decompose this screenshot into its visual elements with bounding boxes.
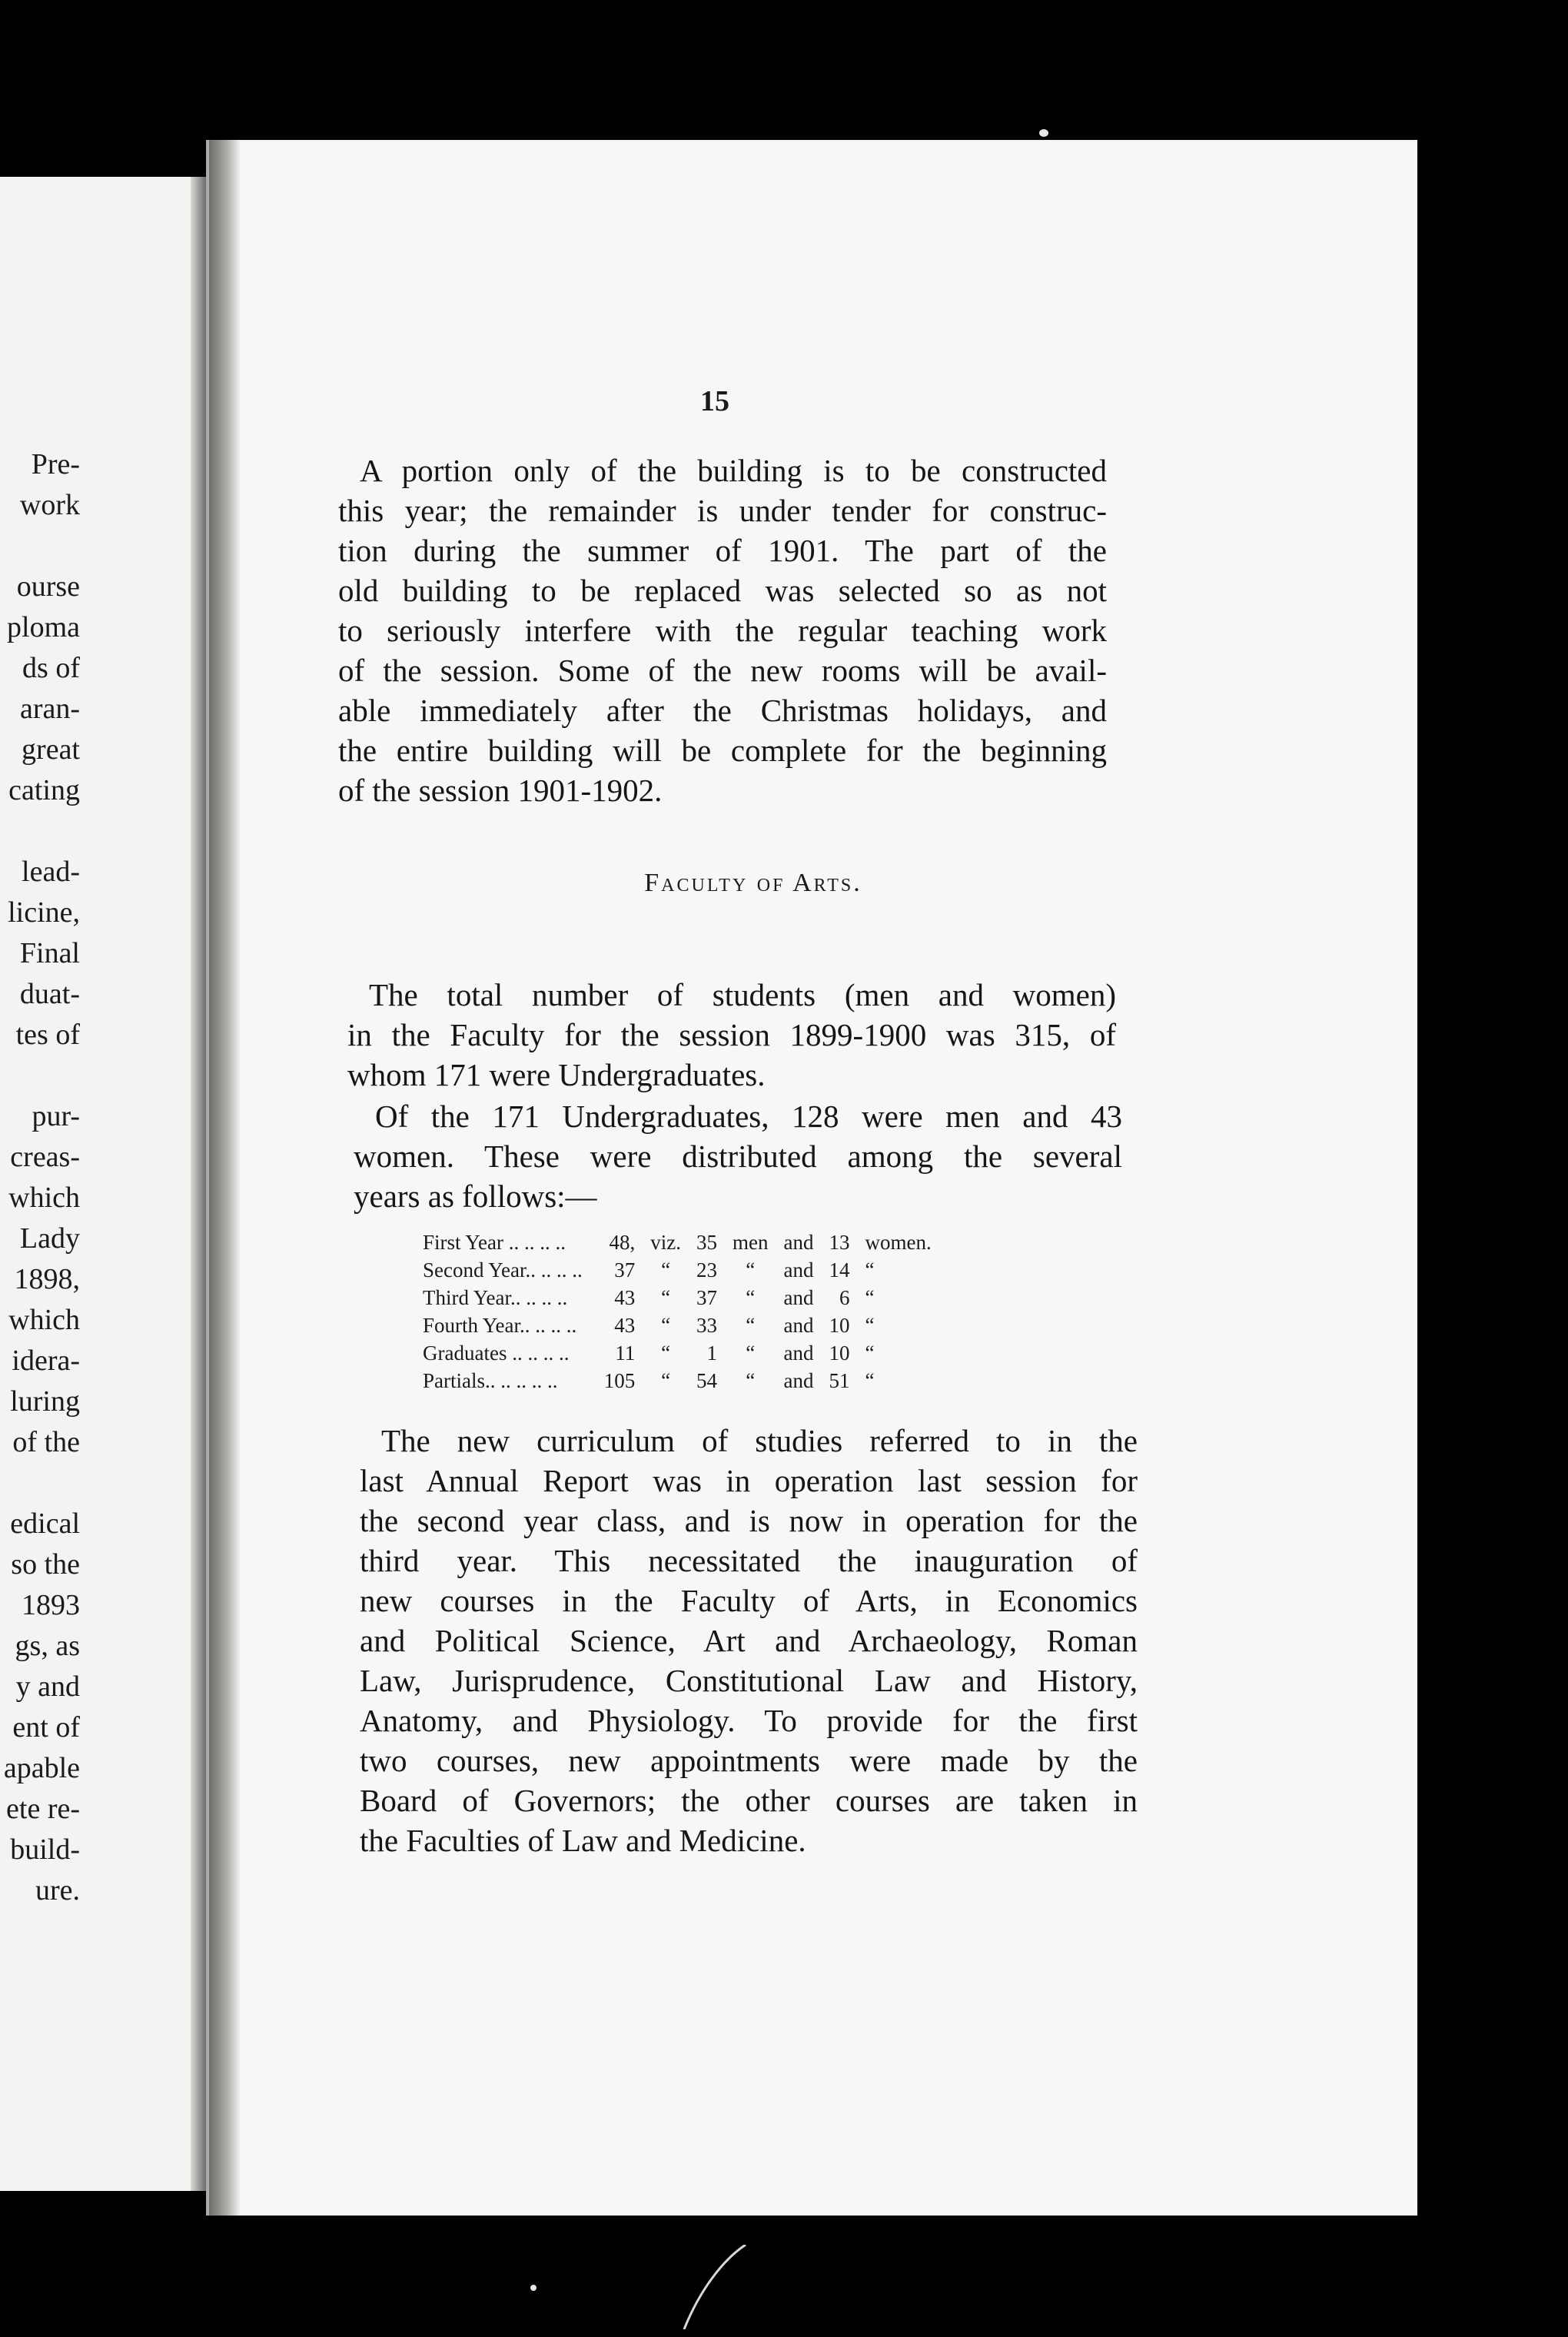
text-line: Board of Governors; the other courses are taken in bbox=[360, 1783, 1138, 1818]
table-cell-total: 11 bbox=[615, 1341, 636, 1365]
fragment-line: tes of bbox=[15, 1019, 80, 1051]
table-cell-women: 6 bbox=[839, 1286, 850, 1309]
dust-speck bbox=[1039, 129, 1048, 137]
fragment-line: Final bbox=[19, 937, 80, 969]
fragment-line: Pre- bbox=[31, 448, 80, 480]
fragment-line: of the bbox=[12, 1426, 80, 1458]
fragment-line: luring bbox=[10, 1385, 80, 1418]
paragraph-new-curriculum bbox=[360, 1421, 1138, 1860]
fragment-line: gs, as bbox=[15, 1630, 80, 1662]
fragment-line: ds of bbox=[22, 652, 80, 684]
table-cell-sep: viz. bbox=[650, 1231, 681, 1254]
fragment-line: apable bbox=[3, 1752, 80, 1784]
table-cell-total: 37 bbox=[614, 1258, 636, 1282]
fragment-line: duat- bbox=[19, 978, 80, 1010]
fragment-line: 1893 bbox=[22, 1589, 80, 1621]
table-cell-total: 105 bbox=[603, 1369, 636, 1392]
table-cell-men-word: “ bbox=[746, 1314, 756, 1337]
fragment-line: licine, bbox=[8, 896, 80, 929]
fragment-line: great bbox=[22, 733, 80, 766]
table-cell-women-word: “ bbox=[865, 1314, 875, 1337]
text-line: the Faculties of Law and Medicine. bbox=[360, 1823, 806, 1858]
page-spine-shadow bbox=[209, 140, 240, 2216]
table-cell-men: 33 bbox=[696, 1314, 717, 1337]
text-line: of the session. Some of the new rooms will be avail- bbox=[338, 653, 1107, 688]
fragment-line: lead- bbox=[22, 856, 80, 888]
fragment-line: creas- bbox=[10, 1141, 80, 1173]
table-cell-label: Fourth Year.. .. .. .. bbox=[423, 1314, 577, 1337]
text-line: The new curriculum of studies referred to in the bbox=[381, 1423, 1138, 1458]
text-line: Of the 171 Undergraduates, 128 were men and 43 bbox=[375, 1099, 1122, 1134]
table-cell-men-word: “ bbox=[746, 1341, 756, 1365]
table-cell-men: 37 bbox=[696, 1286, 717, 1309]
text-line: in the Faculty for the session 1899-1900 was 315, of bbox=[347, 1017, 1116, 1052]
table-cell-men: 35 bbox=[696, 1231, 717, 1254]
table-cell-label: Third Year.. .. .. .. bbox=[423, 1286, 568, 1309]
table-row bbox=[415, 1256, 945, 1284]
table-cell-women: 14 bbox=[829, 1258, 850, 1282]
table-cell-women: 10 bbox=[829, 1314, 850, 1337]
text-line: whom 171 were Undergraduates. bbox=[347, 1057, 766, 1092]
fragment-line: pur- bbox=[32, 1100, 80, 1132]
fragment-line: which bbox=[8, 1304, 80, 1336]
table-cell-label: Partials.. .. .. .. .. bbox=[423, 1369, 558, 1392]
fragment-line: ourse bbox=[16, 570, 80, 603]
table-cell-label: Second Year.. .. .. .. bbox=[423, 1258, 583, 1282]
paragraph-building-construction bbox=[338, 450, 1107, 810]
paragraph-student-total bbox=[347, 975, 1116, 1095]
table-row bbox=[415, 1228, 945, 1256]
table-row bbox=[415, 1367, 945, 1395]
text-line: this year; the remainder is under tender for construc- bbox=[338, 493, 1107, 528]
text-line: two courses, new appointments were made by the bbox=[360, 1743, 1138, 1778]
fragment-line: so the bbox=[11, 1548, 80, 1581]
table-cell-women: 51 bbox=[829, 1369, 850, 1392]
table-cell-sep: “ bbox=[661, 1258, 671, 1282]
text-line: years as follows:— bbox=[354, 1178, 597, 1214]
fragment-line: which bbox=[8, 1182, 80, 1214]
enrollment-table bbox=[415, 1228, 945, 1395]
text-line: old building to be replaced was selected so as not bbox=[338, 573, 1107, 608]
table-cell-women-word: “ bbox=[865, 1286, 875, 1309]
text-line: women. These were distributed among the several bbox=[354, 1139, 1122, 1174]
page-number: 15 bbox=[700, 385, 729, 417]
table-cell-sep: “ bbox=[661, 1286, 671, 1309]
table-cell-label: Graduates .. .. .. .. bbox=[423, 1341, 570, 1365]
section-heading: Faculty of Arts. bbox=[644, 869, 862, 897]
fragment-line: aran- bbox=[19, 693, 80, 725]
fragment-line: ure. bbox=[35, 1874, 80, 1906]
text-line: the entire building will be complete for the beginning bbox=[338, 733, 1107, 768]
fragment-line: cating bbox=[8, 774, 80, 806]
table-cell-total: 48, bbox=[609, 1231, 636, 1254]
table-cell-total: 43 bbox=[614, 1314, 636, 1337]
table-cell-and: and bbox=[783, 1314, 814, 1337]
text-line: Anatomy, and Physiology. To provide for the first bbox=[360, 1703, 1138, 1738]
fragment-line: Lady bbox=[19, 1222, 80, 1255]
fragment-line: work bbox=[19, 489, 80, 521]
table-cell-sep: “ bbox=[661, 1369, 671, 1392]
fragment-line: build- bbox=[10, 1833, 80, 1866]
table-cell-men-word: “ bbox=[746, 1258, 756, 1282]
table-row bbox=[415, 1339, 945, 1367]
table-cell-men-word: “ bbox=[746, 1286, 756, 1309]
table-cell-women-word: “ bbox=[865, 1341, 875, 1365]
table-cell-women-word: “ bbox=[865, 1369, 875, 1392]
table-cell-women-word: “ bbox=[865, 1258, 875, 1282]
text-line: Law, Jurisprudence, Constitutional Law and History, bbox=[360, 1663, 1138, 1698]
text-line: A portion only of the building is to be constructed bbox=[360, 453, 1107, 488]
table-cell-men: 23 bbox=[696, 1258, 717, 1282]
table-cell-sep: “ bbox=[661, 1314, 671, 1337]
table-row bbox=[415, 1284, 945, 1311]
table-cell-and: and bbox=[783, 1341, 814, 1365]
text-line: able immediately after the Christmas holidays, and bbox=[338, 693, 1107, 728]
text-line: of the session 1901-1902. bbox=[338, 773, 663, 808]
table-cell-men: 54 bbox=[696, 1369, 717, 1392]
table-cell-total: 43 bbox=[614, 1286, 636, 1309]
fragment-line: ent of bbox=[12, 1711, 80, 1744]
fragment-line: ploma bbox=[7, 611, 80, 643]
text-line: third year. This necessitated the inauguration of bbox=[360, 1543, 1138, 1578]
text-line: the second year class, and is now in operation for the bbox=[360, 1503, 1138, 1538]
scratch-mark bbox=[669, 2245, 753, 2329]
table-cell-and: and bbox=[783, 1286, 814, 1309]
fragment-line: y and bbox=[15, 1670, 80, 1703]
table-row bbox=[415, 1311, 945, 1339]
fragment-line: edical bbox=[10, 1508, 80, 1540]
paragraph-undergraduates bbox=[354, 1096, 1122, 1216]
text-line: tion during the summer of 1901. The part of the bbox=[338, 533, 1107, 568]
table-cell-women: 10 bbox=[829, 1341, 850, 1365]
text-line: to seriously interfere with the regular teaching work bbox=[338, 613, 1107, 648]
fragment-line: 1898, bbox=[14, 1263, 80, 1295]
table-cell-women-word: women. bbox=[865, 1231, 932, 1254]
table-cell-women: 13 bbox=[829, 1231, 850, 1254]
text-line: and Political Science, Art and Archaeology, Roman bbox=[360, 1623, 1138, 1658]
fragment-line: ete re- bbox=[6, 1793, 80, 1825]
fragment-line: idera- bbox=[12, 1345, 80, 1377]
table-cell-and: and bbox=[783, 1231, 814, 1254]
dust-speck bbox=[530, 2285, 537, 2291]
table-cell-and: and bbox=[783, 1369, 814, 1392]
table-cell-sep: “ bbox=[661, 1341, 671, 1365]
table-cell-label: First Year .. .. .. .. bbox=[423, 1231, 566, 1254]
text-line: last Annual Report was in operation last session for bbox=[360, 1463, 1138, 1498]
text-line: The total number of students (men and women) bbox=[369, 977, 1116, 1012]
table-cell-men-word: “ bbox=[746, 1369, 756, 1392]
text-line: new courses in the Faculty of Arts, in Economics bbox=[360, 1583, 1138, 1618]
table-cell-men: 1 bbox=[706, 1341, 717, 1365]
table-cell-men-word: men bbox=[733, 1231, 769, 1254]
table-cell-and: and bbox=[783, 1258, 814, 1282]
